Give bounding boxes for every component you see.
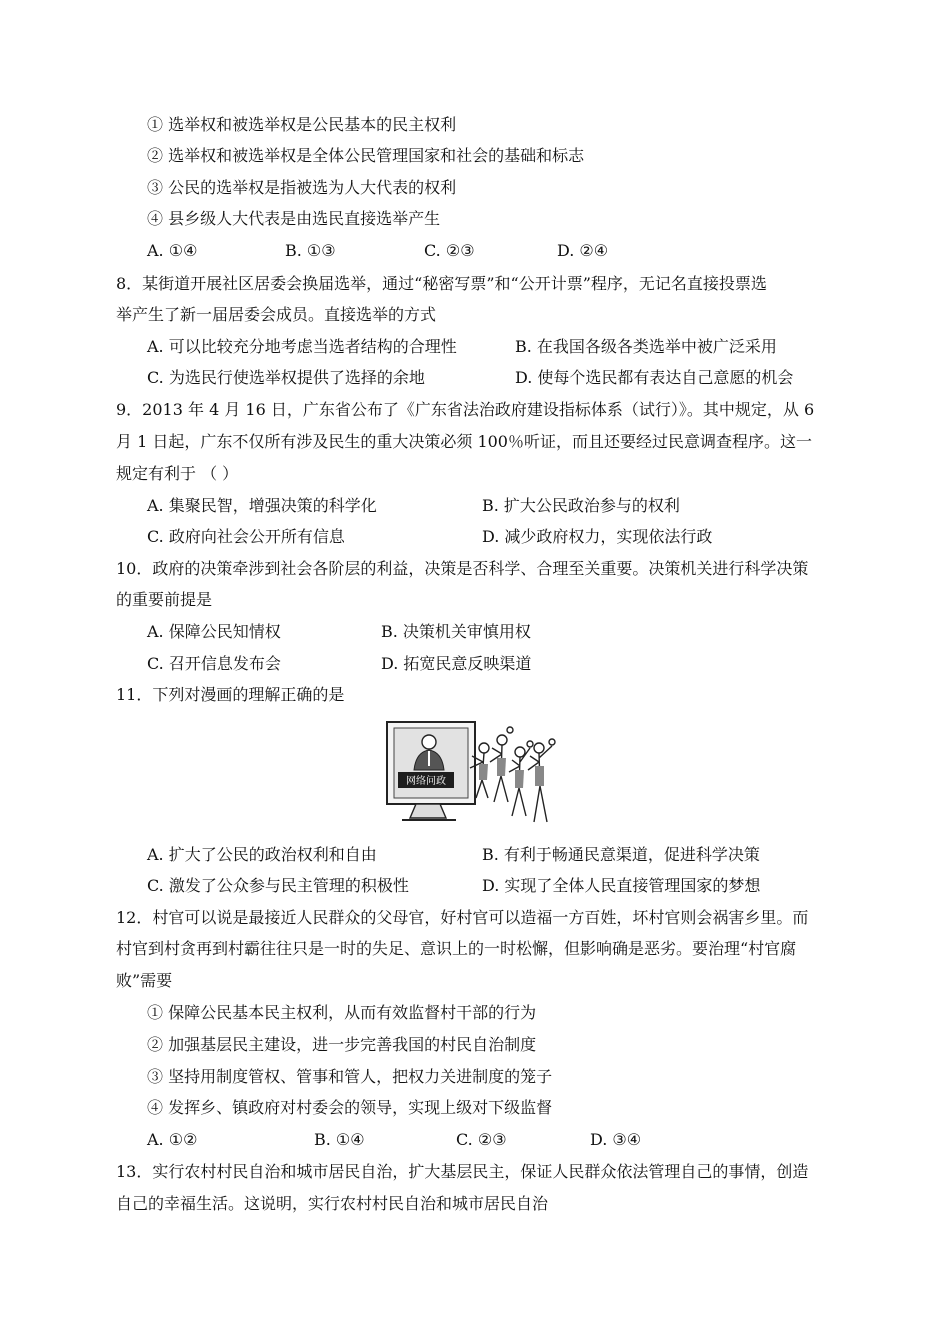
q12-statement-3: ③ 坚持用制度管权、管事和管人，把权力关进制度的笼子 <box>147 1067 553 1086</box>
q13-stem-line-2: 自己的幸福生活。这说明，实行农村村民自治和城市居民自治 <box>116 1194 549 1213</box>
q7-statement-4: ④ 县乡级人大代表是由选民直接选举产生 <box>147 209 441 228</box>
q8-option-b: B. 在我国各级各类选举中被广泛采用 <box>515 337 777 356</box>
q7-statement-3: ③ 公民的选举权是指被选为人大代表的权利 <box>147 178 457 197</box>
q9-option-a: A. 集聚民智，增强决策的科学化 <box>147 496 377 515</box>
q11-option-a: A. 扩大了公民的政治权利和自由 <box>147 845 377 864</box>
q11-option-c: C. 激发了公众参与民主管理的积极性 <box>147 876 409 895</box>
q12-statement-2: ② 加强基层民主建设，进一步完善我国的村民自治制度 <box>147 1035 537 1054</box>
q12-option-b: B. ①④ <box>314 1130 365 1149</box>
q12-options <box>0 1130 950 1150</box>
q9-options-row-2 <box>0 527 950 547</box>
q7-statement-2: ② 选举权和被选举权是全体公民管理国家和社会的基础和标志 <box>147 146 585 165</box>
q8-option-d: D. 使每个选民都有表达自己意愿的机会 <box>515 368 794 387</box>
q11-options-row-2 <box>0 876 950 896</box>
q10-options-row-1 <box>0 622 950 642</box>
q8-options-row-1 <box>0 337 950 357</box>
q10-option-a: A. 保障公民知情权 <box>147 622 281 641</box>
q10-option-b: B. 决策机关审慎用权 <box>381 622 531 641</box>
comic-illustration <box>384 718 560 834</box>
q10-stem-line-1: 10．政府的决策牵涉到社会各阶层的利益，决策是否科学、合理至关重要。决策机关进行科学决策 <box>116 559 809 578</box>
q11-options-row-1 <box>0 845 950 865</box>
comic-sign-text: 网络问政 <box>406 776 446 787</box>
q12-option-a: A. ①② <box>147 1130 198 1149</box>
q8-stem-line-2: 举产生了新一届居委会成员。直接选举的方式 <box>116 305 437 324</box>
q12-stem-line-1: 12．村官可以说是最接近人民群众的父母官，好村官可以造福一方百姓，坏村官则会祸害乡里。而 <box>116 908 809 927</box>
q12-stem-line-2: 村官到村贪再到村霸往往只是一时的失足、意识上的一时松懈，但影响确是恶劣。要治理“村官腐 <box>116 939 797 958</box>
q9-option-c: C. 政府向社会公开所有信息 <box>147 527 345 546</box>
q12-option-c: C. ②③ <box>456 1130 507 1149</box>
q9-stem-line-3: 规定有利于 （ ） <box>116 464 239 483</box>
q11-option-d: D. 实现了全体人民直接管理国家的梦想 <box>482 876 761 895</box>
q8-stem-line-1: 8．某街道开展社区居委会换届选举，通过“秘密写票”和“公开计票”程序，无记名直接投票选 <box>116 274 767 293</box>
q11-stem: 11．下列对漫画的理解正确的是 <box>116 685 345 704</box>
q7-option-c: C. ②③ <box>424 241 475 260</box>
q9-option-d: D. 减少政府权力，实现依法行政 <box>482 527 713 546</box>
q10-stem-line-2: 的重要前提是 <box>116 590 213 609</box>
q8-options-row-2 <box>0 368 950 388</box>
q9-stem-line-1: 9．2013 年 4 月 16 日，广东省公布了《广东省法治政府建设指标体系（试行）》。其中规定，从 6 <box>116 400 815 419</box>
q12-option-d: D. ③④ <box>590 1130 642 1149</box>
q9-stem-line-2: 月 1 日起，广东不仅所有涉及民生的重大决策必须 100％听证，而且还要经过民意调查程序。这一 <box>116 432 812 451</box>
q10-option-d: D. 拓宽民意反映渠道 <box>381 654 532 673</box>
q8-option-a: A. 可以比较充分地考虑当选者结构的合理性 <box>147 337 457 356</box>
q7-option-a: A. ①④ <box>147 241 198 260</box>
q13-stem-line-1: 13．实行农村村民自治和城市居民自治，扩大基层民主，保证人民群众依法管理自己的事情，创造 <box>116 1162 809 1181</box>
q10-options-row-2 <box>0 654 950 674</box>
q12-stem-line-3: 败”需要 <box>116 971 173 990</box>
q8-option-c: C. 为选民行使选举权提供了选择的余地 <box>147 368 425 387</box>
q9-options-row-1 <box>0 496 950 516</box>
q11-option-b: B. 有利于畅通民意渠道，促进科学决策 <box>482 845 760 864</box>
q10-option-c: C. 召开信息发布会 <box>147 654 281 673</box>
q7-option-b: B. ①③ <box>285 241 336 260</box>
q9-option-b: B. 扩大公民政治参与的权利 <box>482 496 680 515</box>
q12-statement-4: ④ 发挥乡、镇政府对村委会的领导，实现上级对下级监督 <box>147 1098 553 1117</box>
q12-statement-1: ① 保障公民基本民主权利，从而有效监督村干部的行为 <box>147 1003 537 1022</box>
q7-option-d: D. ②④ <box>557 241 609 260</box>
q7-statement-1: ① 选举权和被选举权是公民基本的民主权利 <box>147 115 457 134</box>
q7-options <box>0 241 950 261</box>
